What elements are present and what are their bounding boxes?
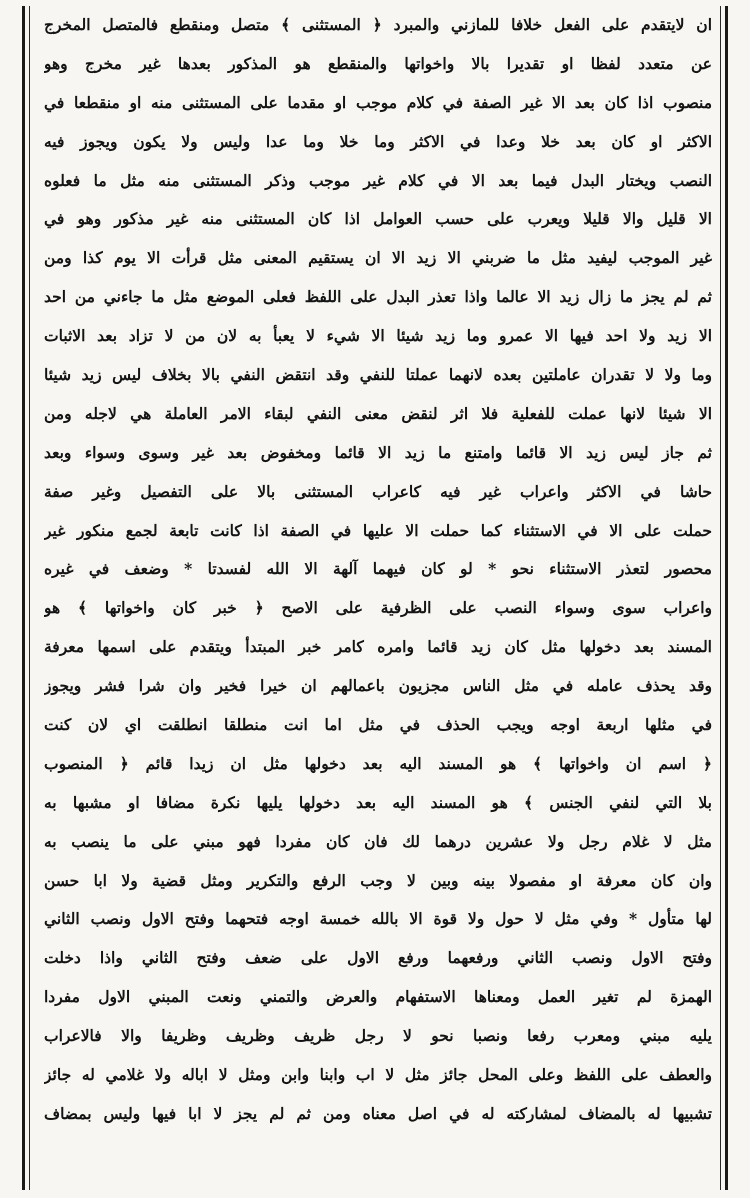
text-line: لها متأول * وفي مثل لا حول ولا قوة الا بالله خمسة اوجه فتحهما وفتح الاول ونصب الثاني — [44, 909, 712, 929]
text-line: واعراب سوى وسواء النصب على الظرفية على الاصح ﴿ خبر كان واخواتها ﴾ هو — [44, 598, 712, 618]
text-line: ثم لم يجز ما زال زيد الا عالما واذا تعذر البدل على اللفظ فعلى الموضع مثل ما جاءني من احد — [44, 287, 712, 307]
text-line: ثم جاز ليس زيد الا قائما وامتنع ما زيد الا قائما ومخفوض بعد غير وسوى وسواء وبعد — [44, 442, 712, 462]
arabic-text-block — [44, 6, 712, 1134]
text-line: الاكثر او كان بعد خلا وعدا في الاكثر وما خلا وما عدا وليس ولا يكون ويجوز فيه — [44, 131, 712, 151]
text-line: يليه مبني ومعرب رفعا ونصبا نحو لا رجل ظريف وظريف وظريفا والا فالاعراب — [44, 1026, 712, 1046]
text-line: ان لايتقدم على الفعل خلافا للمازني والمبرد ﴿ المستثنى ﴾ متصل ومنقطع فالمتصل المخرج — [44, 15, 712, 34]
text-line: منصوب اذا كان بعد الا غير الصفة في كلام موجب او مقدما على المستثنى منه او منقطعا في — [44, 92, 712, 112]
text-line: بلا التي لنفي الجنس ﴾ هو المسند اليه بعد دخولها يليها نكرة مضافا او مشبها به — [44, 792, 712, 812]
text-line: ﴿ اسم ان واخواتها ﴾ هو المسند اليه بعد دخولها مثل ان زيدا قائم ﴿ المنصوب — [44, 753, 712, 773]
text-line: وفتح الاول ونصب الثاني ورفعهما ورفع الاول على ضعف وفتح الثاني واذا دخلت — [44, 948, 712, 968]
text-line: تشبيها له بالمضاف لمشاركته له في اصل معناه ومن ثم لم يجز لا ابا فيها وليس بمضاف — [44, 1103, 712, 1123]
text-line: المسند بعد دخولها مثل كان زيد قائما وامره كامر خبر المبتدأ ويتقدم على اسمها معرفة — [44, 637, 712, 657]
text-line: الا قليل والا قليلا ويعرب على حسب العوامل اذا كان المستثنى منه غير مذكور وهو في — [44, 209, 712, 229]
text-line: مثل لا غلام رجل ولا عشرين درهما لك فان كان مفردا فهو مبني على ما ينصب به — [44, 831, 712, 851]
text-line: وقد يحذف عامله في مثل الناس مجزيون باعمالهم ان خيرا فخير وان شرا فشر ويجوز — [44, 676, 712, 696]
text-line: وان كان معرفة او مفصولا بينه وبين لا وجب الرفع والتكرير ومثل قضية ولا ابا حسن — [44, 870, 712, 890]
text-line: محصور لتعذر الاستثناء نحو * لو كان فيهما آلهة الا الله لفسدتا * وضعف في غيره — [44, 559, 712, 579]
text-line: الا زيد ولا احد فيها الا عمرو وما زيد شيئا الا شيء لا يعبأ به لان من لا تزاد بعد الاثبات — [44, 326, 712, 346]
text-line: حاشا في الاكثر واعراب غير فيه كاعراب المستثنى بالا على التفصيل وغير صفة — [44, 481, 712, 501]
text-line: الهمزة لم تغير العمل ومعناها الاستفهام والعرض والتمني ونعت المبني الاول مفردا — [44, 987, 712, 1007]
text-line: في مثلها اربعة اوجه ويجب الحذف في مثل اما انت منطلقا انطلقت اي لان كنت — [44, 715, 712, 735]
text-line: وما ولا لا تقدران عاملتين بعده لانهما عملتا للنفي وقد انتقض النفي بالا بخلاف ليس زيد شيئا — [44, 365, 712, 385]
text-line: والعطف على اللفظ وعلى المحل جائز مثل لا اب وابنا وابن ومثل لا اباله ولا غلامي له جائز — [44, 1065, 712, 1085]
text-line: عن متعدد لفظا او تقديرا بالا واخواتها والمنقطع هو المذكور بعدها غير مخرج وهو — [44, 53, 712, 73]
text-line: النصب ويختار البدل فيما بعد الا في كلام غير موجب وذكر المستثنى منه مثل ما فعلوه — [44, 170, 712, 190]
text-line: غير الموجب ليفيد مثل ما ضربني الا زيد الا ان يستقيم المعنى مثل قرأت الا يوم كذا ومن — [44, 248, 712, 268]
text-line: الا شيئا لانها عملت للفعلية فلا اثر لنقض معنى النفي لبقاء الامر العاملة هي لاجله ومن — [44, 403, 712, 423]
text-line: حملت على الا في الاستثناء كما حملت الا عليها في الصفة اذا كانت تابعة لجمع منكور غير — [44, 520, 712, 540]
